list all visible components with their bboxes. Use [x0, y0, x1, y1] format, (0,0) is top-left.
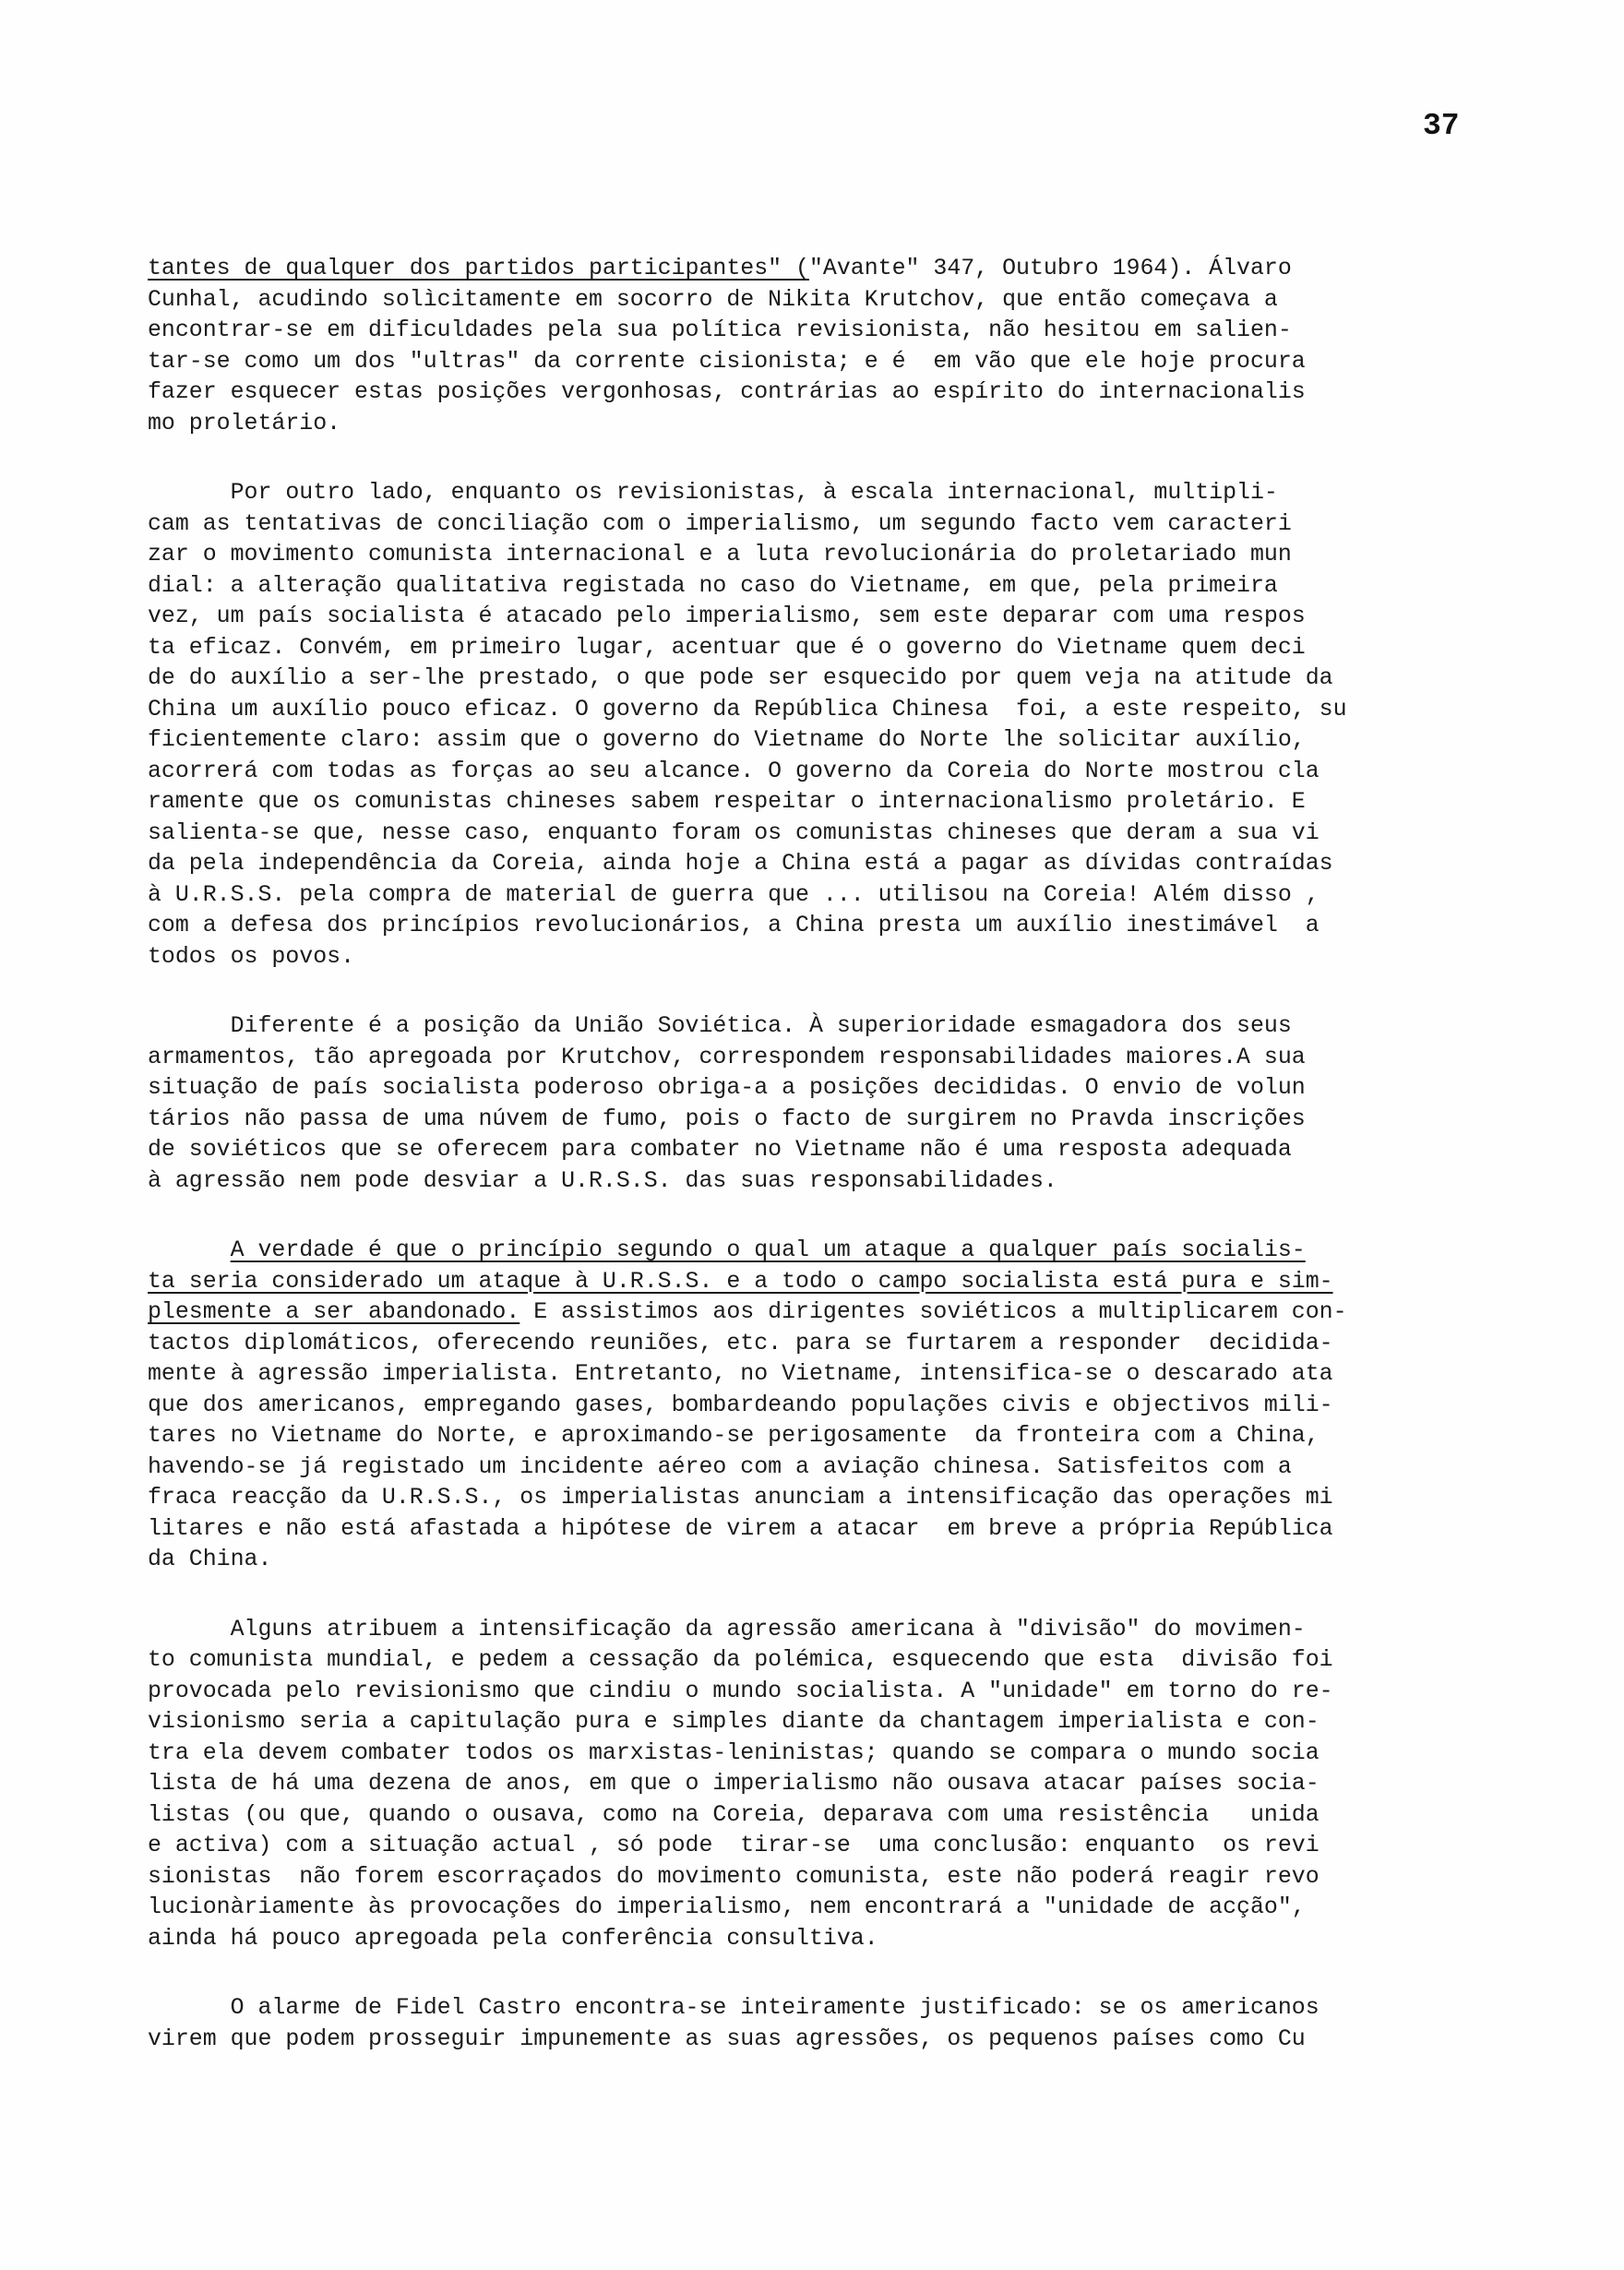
- line-indent: [148, 1237, 231, 1263]
- text-line: tra ela devem combater todos os marxistas-leninistas; quando se compara o mundo socia: [148, 1739, 1320, 1766]
- text-line: da pela independência da Coreia, ainda hoje a China está a pagar as dívidas contraídas: [148, 851, 1333, 877]
- text-line: [148, 254, 1513, 285]
- text-line: mo proletário.: [148, 410, 341, 436]
- text-line: lista de há uma dezena de anos, em que o imperialismo não ousava atacar países socia-: [148, 1771, 1320, 1797]
- text-line: fraca reacção da U.R.S.S., os imperialistas anunciam a intensificação das operações mi: [148, 1485, 1333, 1511]
- text-line: com a defesa dos princípios revolucionários, a China presta um auxílio inestimável a: [148, 913, 1320, 938]
- text-line: armamentos, tão apregoada por Krutchov, correspondem responsabilidades maiores.A sua: [148, 1044, 1306, 1070]
- line-text: "Avante" 347, Outubro 1964). Álvaro: [808, 256, 1292, 281]
- text-line: fazer esquecer estas posições vergonhosas, contrárias ao espírito do internacionalis: [148, 379, 1306, 405]
- paragraph: [148, 1236, 1513, 1576]
- paragraph: [148, 1615, 1513, 1955]
- text-line: e activa) com a situação actual , só pode tirar-se uma conclusão: enquanto os revi: [148, 1833, 1320, 1858]
- text-line: Alguns atribuem a intensificação da agressão americana à "divisão" do movimen-: [148, 1616, 1306, 1643]
- text-line: tares no Vietname do Norte, e aproximando-se perigosamente da fronteira com a China,: [148, 1423, 1320, 1449]
- text-line: virem que podem prosseguir impunemente as suas agressões, os pequenos países como Cu: [148, 2025, 1306, 2052]
- paragraph: [148, 1011, 1513, 1197]
- paragraph-gap: [148, 1576, 1513, 1615]
- body-text: [148, 254, 1513, 2055]
- underlined-text: ta seria considerado um ataque à U.R.S.S. e a todo o campo socialista está pura e sim-: [148, 1268, 1333, 1295]
- text-line: todos os povos.: [148, 943, 355, 970]
- text-line: de do auxílio a ser-lhe prestado, o que pode ser esquecido por quem veja na atitude da: [148, 665, 1333, 691]
- text-line: tários não passa de uma núvem de fumo, pois o facto de surgirem no Pravda inscrições: [148, 1105, 1306, 1132]
- text-line: cam as tentativas de conciliação com o imperialismo, um segundo facto vem caracteri: [148, 510, 1292, 537]
- text-line: Por outro lado, enquanto os revisionistas, à escala internacional, multipli-: [148, 480, 1278, 506]
- text-line: listas (ou que, quando o ousava, como na Coreia, deparava com uma resistência unida: [148, 1801, 1320, 1828]
- text-line: to comunista mundial, e pedem a cessação da polémica, esquecendo que esta divisão foi: [148, 1647, 1333, 1673]
- paragraph-gap: [148, 973, 1513, 1011]
- text-line: de soviéticos que se oferecem para combater no Vietname não é uma resposta adequada: [148, 1137, 1292, 1163]
- underlined-text: A verdade é que o princípio segundo o qual um ataque a qualquer país socialis-: [230, 1237, 1306, 1263]
- paragraph-gap: [148, 439, 1513, 478]
- text-line: Diferente é a posição da União Soviética. À superioridade esmagadora dos seus: [148, 1013, 1292, 1039]
- text-line: que dos americanos, empregando gases, bombardeando populações civis e objectivos mili-: [148, 1392, 1333, 1418]
- text-line: situação de país socialista poderoso obriga-a a posições decididas. O envio de volun: [148, 1075, 1306, 1101]
- text-line: ramente que os comunistas chineses sabem respeitar o internacionalismo proletário. E: [148, 789, 1306, 815]
- text-line: O alarme de Fidel Castro encontra-se inteiramente justificado: se os americanos: [148, 1995, 1320, 2021]
- text-line: à U.R.S.S. pela compra de material de guerra que ... utilisou na Coreia! Além disso ,: [148, 881, 1320, 908]
- text-line: acorrerá com todas as forças ao seu alcance. O governo da Coreia do Norte mostrou cla: [148, 758, 1320, 784]
- text-line: salienta-se que, nesse caso, enquanto foram os comunistas chineses que deram a sua vi: [148, 819, 1320, 846]
- text-line: [148, 1236, 1513, 1267]
- text-line: mente à agressão imperialista. Entretanto, no Vietname, intensifica-se o descarado ata: [148, 1361, 1333, 1387]
- text-line: lucionàriamente às provocações do imperialismo, nem encontrará a "unidade de acção",: [148, 1894, 1306, 1920]
- paragraph-gap: [148, 1197, 1513, 1236]
- text-line: ficientemente claro: assim que o governo do Vietname do Norte lhe solicitar auxílio,: [148, 727, 1306, 753]
- line-text: E assistimos aos dirigentes soviéticos a multiplicarem con-: [519, 1299, 1347, 1325]
- page-number: 37: [1423, 109, 1460, 143]
- text-line: ainda há pouco apregoada pela conferência consultiva.: [148, 1925, 878, 1952]
- text-line: da China.: [148, 1547, 272, 1572]
- underlined-text: plesmente a ser abandonado.: [148, 1299, 520, 1325]
- paragraph: [148, 1993, 1513, 2055]
- text-line: China um auxílio pouco eficaz. O governo da República Chinesa foi, a este respeito, su: [148, 696, 1347, 723]
- text-line: à agressão nem pode desviar a U.R.S.S. das suas responsabilidades.: [148, 1167, 1057, 1194]
- paragraph: [148, 478, 1513, 973]
- text-line: provocada pelo revisionismo que cindiu o mundo socialista. A "unidade" em torno do re-: [148, 1678, 1333, 1704]
- text-line: encontrar-se em dificuldades pela sua política revisionista, não hesitou em salien-: [148, 317, 1292, 343]
- text-line: tar-se como um dos "ultras" da corrente cisionista; e é em vão que ele hoje procura: [148, 348, 1306, 375]
- text-line: vez, um país socialista é atacado pelo imperialismo, sem este deparar com uma respos: [148, 603, 1306, 629]
- text-line: Cunhal, acudindo solìcitamente em socorro de Nikita Krutchov, que então começava a: [148, 286, 1278, 313]
- text-line: dial: a alteração qualitativa registada no caso do Vietname, em que, pela primeira: [148, 572, 1278, 599]
- underlined-text: tantes de qualquer dos partidos participantes" (: [148, 256, 809, 281]
- text-line: visionismo seria a capitulação pura e simples diante da chantagem imperialista e con-: [148, 1709, 1320, 1735]
- paragraph-gap: [148, 1954, 1513, 1993]
- paragraph: [148, 254, 1513, 439]
- text-line: sionistas não forem escorraçados do movimento comunista, este não poderá reagir revo: [148, 1863, 1320, 1890]
- text-line: ta eficaz. Convém, em primeiro lugar, acentuar que é o governo do Vietname quem deci: [148, 634, 1306, 661]
- text-line: [148, 1297, 1513, 1329]
- text-line: [148, 1267, 1513, 1298]
- text-line: havendo-se já registado um incidente aéreo com a aviação chinesa. Satisfeitos com a: [148, 1453, 1292, 1480]
- text-line: litares e não está afastada a hipótese de virem a atacar em breve a própria República: [148, 1515, 1333, 1542]
- text-line: tactos diplomáticos, oferecendo reuniões, etc. para se furtarem a responder decidida-: [148, 1330, 1333, 1356]
- text-line: zar o movimento comunista internacional e a luta revolucionária do proletariado mun: [148, 542, 1292, 568]
